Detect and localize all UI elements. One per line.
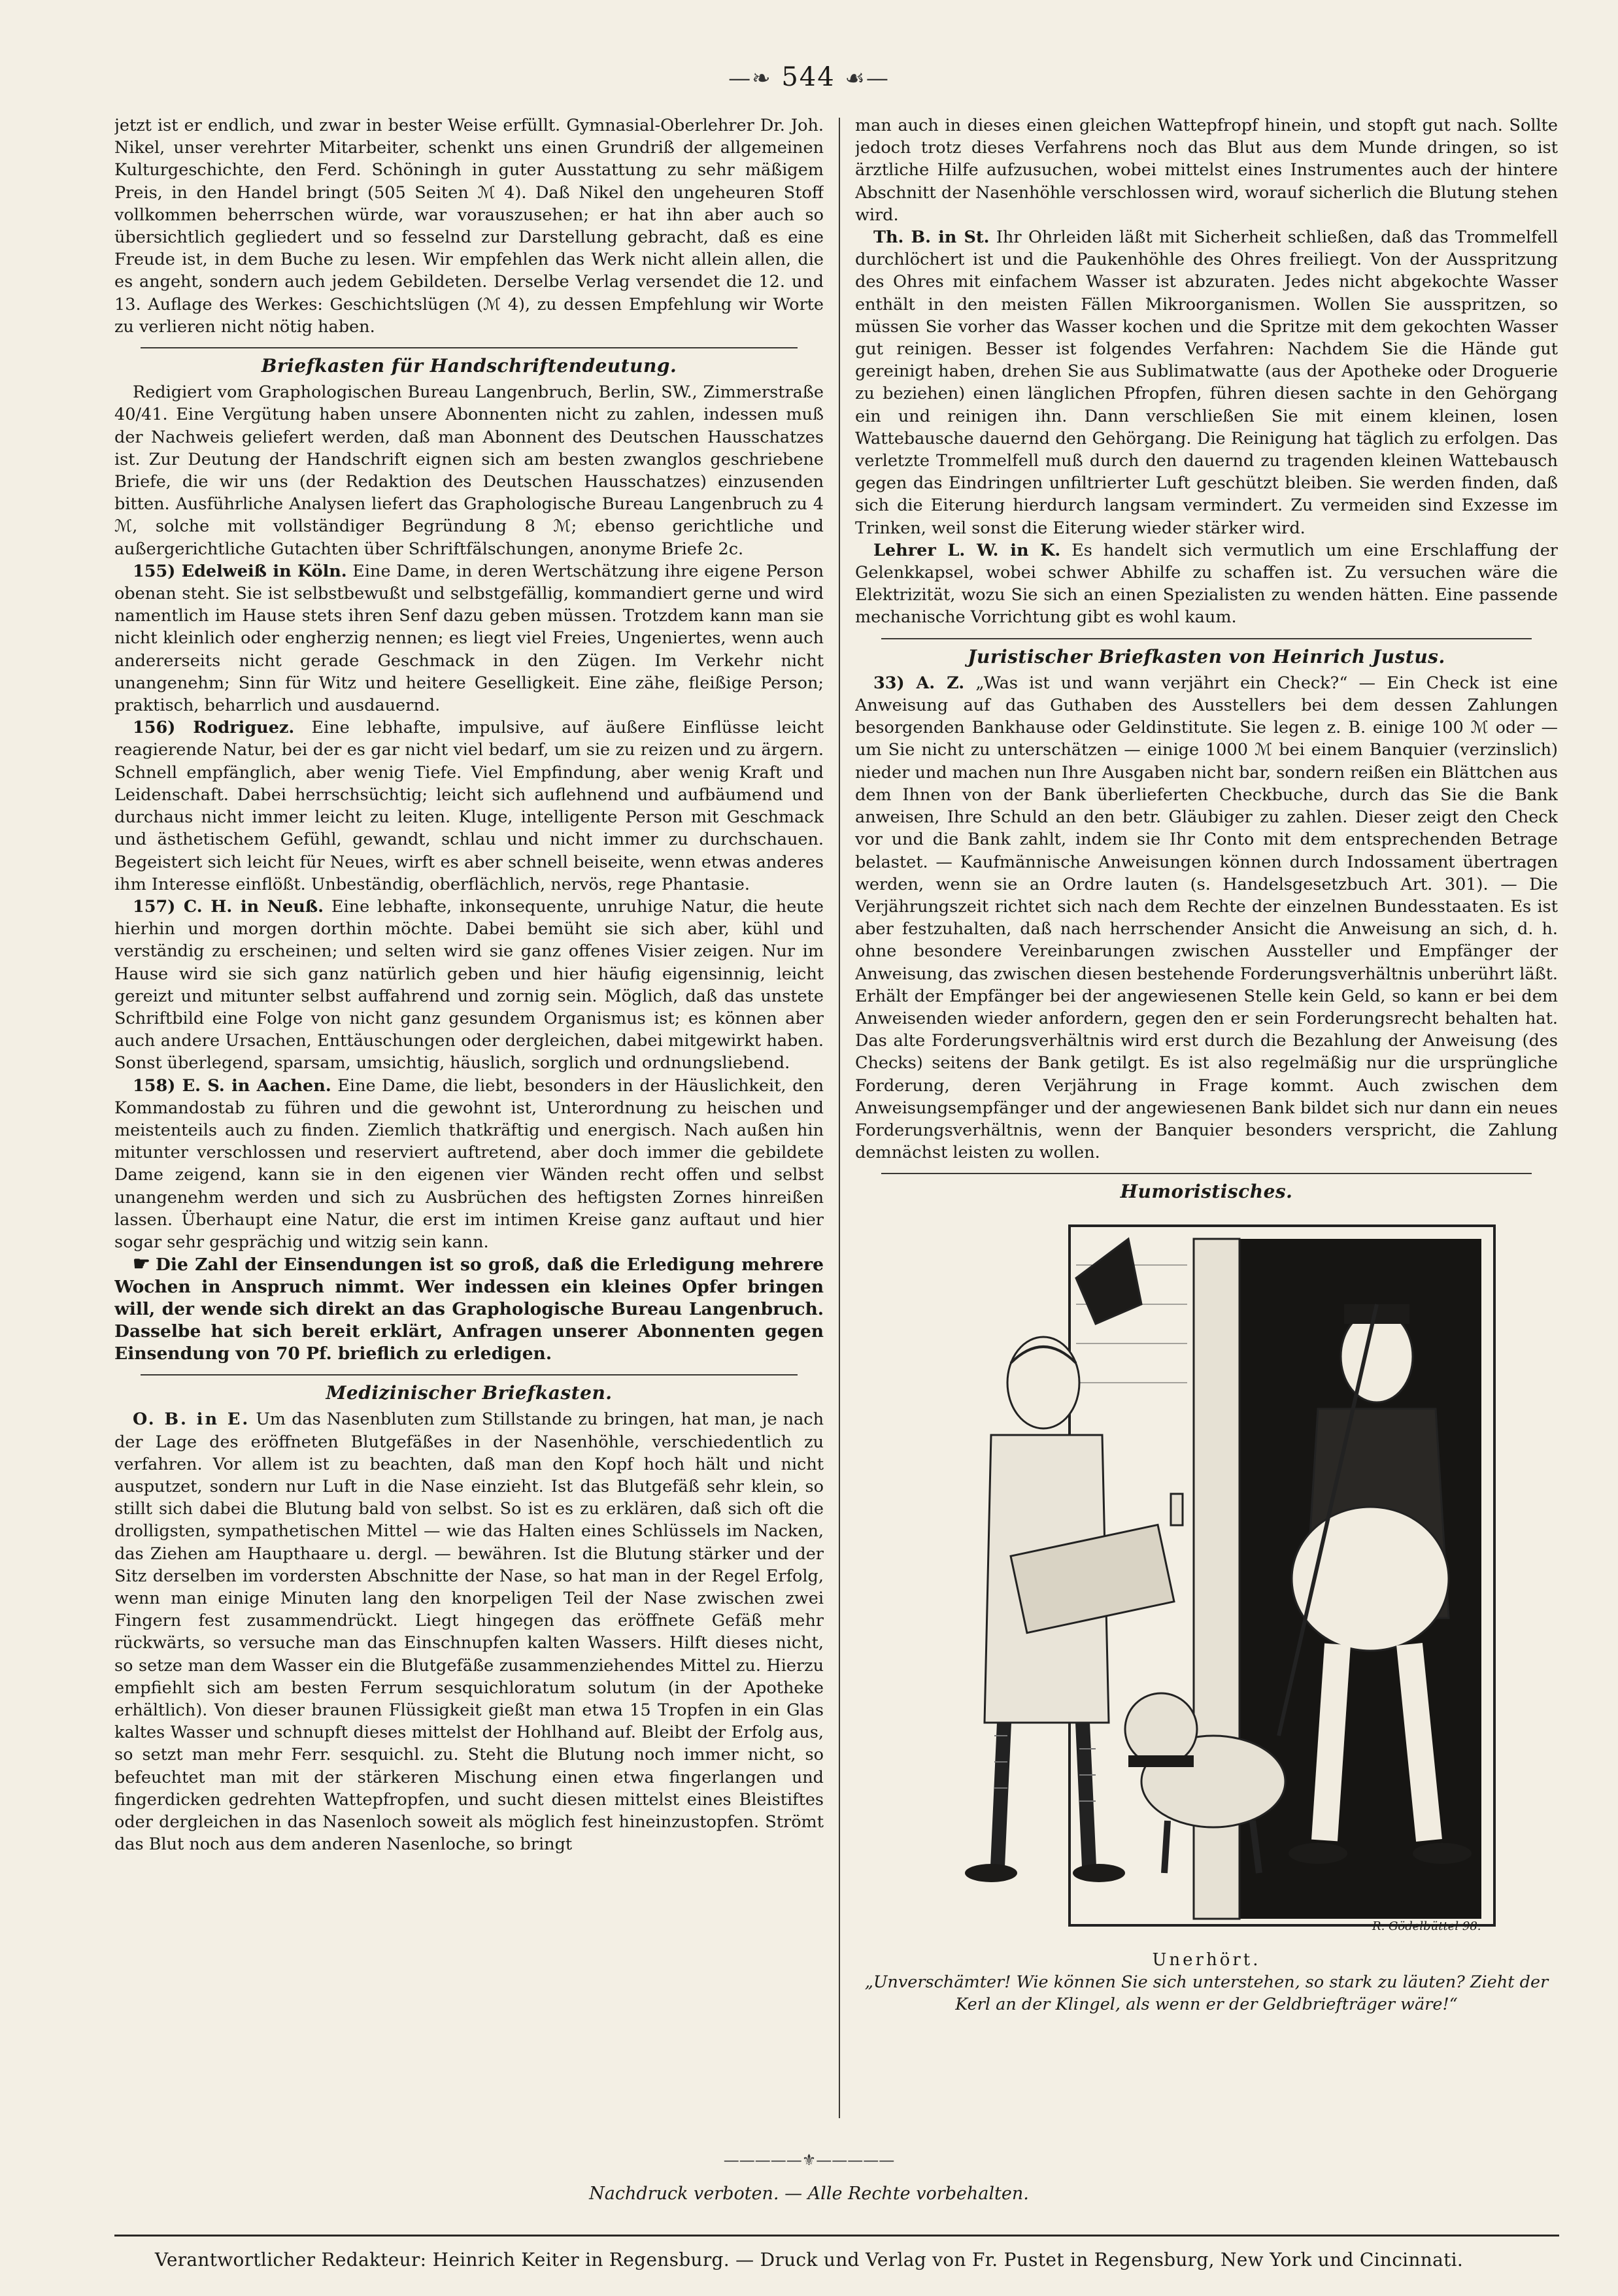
entry-head: 33) A. Z. [873, 673, 965, 693]
page-number-line [0, 62, 1618, 92]
reprint-notice: Nachdruck verboten. — Alle Rechte vorbehalten. [589, 2184, 1029, 2204]
entry-text: Um das Nasenbluten zum Stillstande zu bringen, hat man, je nach der Lage des eröffneten Blutgefäßes in der Nasenhöhle, verschiedentlich zu verfahren. Vor allem ist zu beachten, daß man den Kopf hoch hält und nicht ausputzet, sondern nur Luft in die Nase einzieht. Ist das Blutgefäß sehr klein, so stillt sich dabei die Blutung bald von selbst. So ist es zu erklären, daß sich oft die drolligsten, sympathetischen Mittel — wie das Halten eines Schlüssels im Nacken, das Ziehen am Haupthaare u. dergl. — bewähren. Ist die Blutung stärker und der Sitz derselben im vordersten Abschnitte der Nase, so hat man in der Regel Erfolg, wenn man einige Minuten lang den knorpeligen Teil der Nase zwischen zwei Fingern fest zusammendrückt. Liegt hingegen das eröffnete Gefäß mehr rückwärts, so versuche man das Einschnupfen kalten Wassers. Hilft dieses nicht, so setze man dem Wasser ein die Blutgefäße zusammenziehendes Mittel zu. Hierzu empfiehlt sich am besten Ferrum sesquichloratum solutum (in der Apotheke erhältlich). Von dieser braunen Flüssigkeit gießt man etwa 15 Tropfen in ein Glas kaltes Wasser und schnupft dieses mittelst der Hohlhand auf. Bleibt der Erfolg aus, so setzt man mehr Ferr. sesquichl. zu. Steht die Blutung noch immer nicht, so befeuchtet man mit der stärkeren Mischung einen etwa fingerlangen und fingerdicken gedrehten Wattepfropfen, und sucht diesen mittelst eines Bleistiftes oder dergleichen in das Nasenloch soweit als möglich fest hineinzustopfen. Strömt das Blut noch aus dem anderen Nasenloche, so bringt [114, 1410, 824, 1855]
legal-entry [855, 672, 1558, 1164]
bell-plate [1171, 1494, 1183, 1525]
entry-head: 156) Rodriguez. [133, 718, 295, 738]
ornament-right: ☙— [845, 65, 890, 92]
cartoon-drawing [913, 1213, 1501, 1945]
footer-rule [114, 2235, 1559, 2237]
column-divider [839, 118, 840, 2118]
ornament-left: —❧ [728, 65, 772, 92]
entry-text: Ihr Ohrleiden läßt mit Sicherheit schließen, daß das Trommelfell durchlöchert ist und die Paukenhöhle des Ohres freiliegt. Von der Ausspritzung des Ohres mit einfachem Wasser ist abzuraten. Jedes nicht abgekochte Wasser enthält in den meisten Fällen Mikroorganismen. Wollen Sie ausspritzen, so müssen Sie vorher das Wasser kochen und die Spritze mit dem gekochten Wasser gut reinigen. Besser ist folgendes Verfahren: Nachdem Sie die Hände gut gereinigt haben, drehen Sie aus Sublimatwatte (aus der Apotheke oder Droguerie zu beziehen) einen länglichen Pfropfen, führen diesen sachte in den Gehörgang ein und reinigen ihn. Dann verschließen Sie mit einem kleinen, losen Wattebausche dauernd den Gehörgang. Die Reinigung hat täglich zu erfolgen. Das verletzte Trommelfell muß durch den dauernd zu tragenden kleinen Wattebausch gegen das Eindringen unfiltrierter Luft geschützt bleiben. Sie werden finden, daß sich die Eiterung hierdurch langsam vermindert. Zu vermeiden sind Exzesse im Trinken, weil sonst die Eiterung wieder stärker wird. [855, 228, 1558, 538]
entry-th-b [855, 226, 1558, 539]
section-rule [141, 1374, 798, 1376]
intro-paragraph: jetzt ist er endlich, und zwar in bester Weise erfüllt. Gymnasial-Oberlehrer Dr. Joh. Nikel, unser verehrter Mitarbeiter, schenkt uns einen Grundriß der allgemeinen Kulturgeschichte, den Ferd. Schöningh in guter Ausstattung zu sehr mäßigem Preis, in den Handel bringt (505 Seiten ℳ 4). Daß Nikel den ungeheuren Stoff vollkommen beherrschen würde, war vorauszusehen; er hat ihn aber auch so übersichtlich gegliedert und so fesselnd zur Darstellung gebracht, daß es eine Freude ist, in dem Buche zu lesen. Wir empfehlen das Werk nicht allein allen, die es angeht, sondern auch jedem Gebildeten. Derselbe Verlag versendet die 12. und 13. Auflage des Werkes: Geschichtslügen (ℳ 4), zu dessen Empfehlung wir Worte zu verlieren nicht nötig haben. [114, 116, 824, 337]
artist-signature: R. Gödelbüttel 98. [1372, 1919, 1481, 1934]
graphology-notice [114, 1253, 824, 1365]
humor-section-title: Humoristisches. [1120, 1181, 1293, 1203]
entry-text: Eine lebhafte, inkonsequente, unruhige Natur, die heute hierhin und morgen dorthin möchte. Dabei bemüht sie sich aber, kühl und verständig zu erscheinen; und selten wird sie ganz offenes Visier zeigen. Nur im Hause wird sie sich ganz natürlich geben und hier häufig eigensinnig, leicht gereizt und mitunter selbst auffahrend und zornig sein. Möglich, daß das unstete Schriftbild eine Folge von nicht ganz gesundem Organismus ist; es können aber auch andere Ursachen, Enttäuschungen oder dergleichen, dabei mitgewirkt haben. Sonst überlegend, sparsam, umsichtig, häuslich, sorglich und ordnungsliebend. [114, 896, 824, 1073]
entry-head: 155) Edelweiß in Köln. [133, 561, 347, 581]
section-rule [141, 347, 798, 348]
cartoon-illustration [913, 1213, 1501, 1945]
section-rule [881, 1173, 1532, 1174]
handwriting-section-title: Briefkasten für Handschriftendeutung. [261, 355, 677, 377]
entry-text: Eine lebhafte, impulsive, auf äußere Einflüsse leicht reagierende Natur, bei der es gar nicht viel bedarf, um sie zu reizen und zu ärgern. Schnell empfänglich, aber wenig Tiefe. Viel Empfindung, aber wenig Kraft und Leidenschaft. Dabei herrschsüchtig; leicht sich auflehnend und aufbäumend und durchaus nicht immer leicht zu leiten. Kluge, intelligente Person mit Geschmack und ästhetischem Gefühl, gewandt, schlau und nicht immer zu durchschauen. Begeistert sich leicht für Neues, wirft es aber schnell beiseite, wenn etwas anderes ihm Interesse einflößt. Unbeständig, oberflächlich, nervös, rege Phantasie. [114, 718, 824, 894]
top-hat [1076, 1239, 1141, 1324]
medical-entry [114, 1408, 824, 1855]
entry-text: „Was ist und wann verjährt ein Check?“ — Ein Check ist eine Anweisung auf das Guthaben des Ausstellers bei dem dessen Zahlungen besorgenden Bankhause oder Geldinstitute. Sie legen z. B. einige 100 ℳ oder — um Sie nicht zu unterschätzen — einige 1000 ℳ bei einem Banquier (verzinslich) nieder und machen nun Ihre Ausgaben nicht bar, sondern reißen ein Blättchen aus dem Ihnen von der Bank überlieferten Checkbuche, durch das Sie die Bank anweisen, Ihre Schuld an den betr. Gläubiger zu zahlen. Dieser zeigt den Check vor und die Bank zahlt, indem sie Ihr Conto mit dem entsprechenden Betrage belastet. — Kaufmännische Anweisungen können durch Indossament übertragen werden, wenn sie an Ordre lauten (s. Handelsgesetzbuch Art. 301). — Die Verjährungszeit richtet sich nach dem Rechte der einzelnen Bundesstaaten. Es ist aber festzuhalten, daß nach herrschender Ansicht die Anweisung an sich, d. h. ohne besondere Vereinbarungen zwischen Aussteller und Empfänger der Anweisung, das zwischen diesen bestehende Forderungsverhältnis unberührt läßt. Erhält der Empfänger bei der angewiesenen Stelle kein Geld, so kann er bei dem Anweisenden wieder anfordern, gegen den er sein Forderungsrecht behalten hat. Das alte Forderungsverhältnis wird erst durch die Bezahlung der Anweisung (des Checks) seitens der Bank getilgt. Es ist also regelmäßig nur die ursprüngliche Forderung, deren Verjährung in Frage kommt. Auch zwischen dem Anweisungsempfänger und der angewiesenen Bank bildet sich nur dann ein neues Forderungsverhältnis, wenn der Banquier besonders verspricht, die Zahlung demnächst leisten zu wollen. [855, 673, 1558, 1163]
pointing-hand-icon: ☛ [133, 1253, 150, 1276]
entry-158 [114, 1075, 824, 1254]
cartoon-caption-text: „Unverschämter! Wie können Sie sich unterstehen, so stark zu läuten? Zieht der Kerl an der Klingel, als wenn er der Geldbriefträger wäre!“ [864, 1972, 1549, 2014]
entry-head: 158) E. S. in Aachen. [133, 1075, 331, 1096]
entry-text: Eine Dame, die liebt, besonders in der Häuslichkeit, den Kommandostab zu führen und die gewohnt ist, Unterordnung zu heischen und meistenteils auch zu finden. Ziemlich thatkräftig und energisch. Nach außen hin mitunter verschlossen und reserviert auftretend, aber doch immer die gebildete Dame zeigend, kann sie in den eigenen vier Wänden recht offen und selbst unangenehm werden und sich zu Ausbrüchen des heftigsten Zornes hinreißen lassen. Überhaupt eine Natur, die erst im intimen Kreise ganz auftaut und hier sogar sehr gesprächig und witzig sein kann. [114, 1075, 824, 1252]
entry-156 [114, 717, 824, 896]
right-column [855, 114, 1558, 2106]
entry-head: 157) C. H. in Neuß. [133, 896, 324, 917]
entry-lehrer [855, 539, 1558, 629]
left-column [114, 114, 824, 2106]
entry-155 [114, 560, 824, 717]
entry-head: O. B. in E. [133, 1410, 250, 1430]
handwriting-intro: Redigiert vom Graphologischen Bureau Langenbruch, Berlin, SW., Zimmerstraße 40/41. Eine Vergütung haben unsere Abonnenten nicht zu zahlen, indessen muß der Nachweis geliefert werden, daß man Abonnent des Deutschen Hausschatzes ist. Zur Deutung der Handschrift eignen sich am besten zwanglos geschriebene Briefe, die wir uns (der Redaktion des Deutschen Hausschatzes) einzusenden bitten. Ausführliche Analysen liefert das Graphologische Bureau Langenbruch zu 4 ℳ, solche mit vollständiger Begründung 8 ℳ; ebenso gerichtliche und außergerichtliche Gutachten über Schriftfälschungen, anonyme Briefe 2c. [114, 382, 824, 559]
entry-text: Es handelt sich vermutlich um eine Erschlaffung der Gelenkkapsel, wobei schwer Abhilfe zu schaffen ist. Zu versuchen wäre die Elektrizität, wozu Sie sich an einen Spezialisten zu wenden hätten. Eine passende mechanische Vorrichtung gibt es wohl kaum. [855, 540, 1558, 628]
notice-text: Die Zahl der Einsendungen ist so groß, daß die Erledigung mehrere Wochen in Anspruch nimmt. Wer indessen ein kleines Opfer bringen will, der wende sich direkt an das Graphologische Bureau Langenbruch. Dasselbe hat sich bereit erklärt, Anfragen unserer Abonnenten gegen Einsendung von 70 Pf. brieflich zu erledigen. [114, 1255, 824, 1364]
entry-head: Th. B. in St. [873, 228, 990, 248]
entry-head: Lehrer L. W. in K. [873, 540, 1061, 560]
legal-section-title: Juristischer Briefkasten von Heinrich Justus. [968, 645, 1445, 667]
medical-section-title: Medizinischer Briefkasten. [326, 1382, 613, 1404]
section-rule [881, 638, 1532, 639]
page-number: 544 [781, 62, 835, 92]
medical-continued: man auch in dieses einen gleichen Wattepfropf hinein, und stopft gut nach. Sollte jedoch trotz dieses Verfahrens noch das Blut aus dem Munde dringen, so ist ärztliche Hilfe aufzusuchen, wobei mittelst eines Instrumentes auch der hintere Abschnitt der Nasenhöhle verschlossen wird, worauf sicherlich die Blutung stehen wird. [855, 116, 1558, 225]
entry-text: Eine Dame, in deren Wertschätzung ihre eigene Person obenan steht. Sie ist selbstbewußt und selbstgefällig, kommandiert gerne und wird namentlich im Hause stets ihren Senf dazu geben müssen. Trotzdem kann man sie nicht kleinlich oder engherzig nennen; es liegt viel Freies, Ungeniertes, wenn auch andererseits nicht gerade Geschmack in den Zügen. Im Verkehr nicht unangenehm; Sinn für Witz und heitere Geselligkeit. Eine zähe, fleißige Person; praktisch, beharrlich und ausdauernd. [114, 561, 824, 716]
publisher-footer: Verantwortlicher Redakteur: Heinrich Keiter in Regensburg. — Druck und Verlag von Fr. Pustet in Regensburg, New York und Cincinnati. [154, 2249, 1464, 2271]
entry-157 [114, 896, 824, 1075]
center-ornament: —————⚜————— [723, 2151, 895, 2169]
cartoon-caption-title: Unerhört. [1152, 1950, 1261, 1970]
